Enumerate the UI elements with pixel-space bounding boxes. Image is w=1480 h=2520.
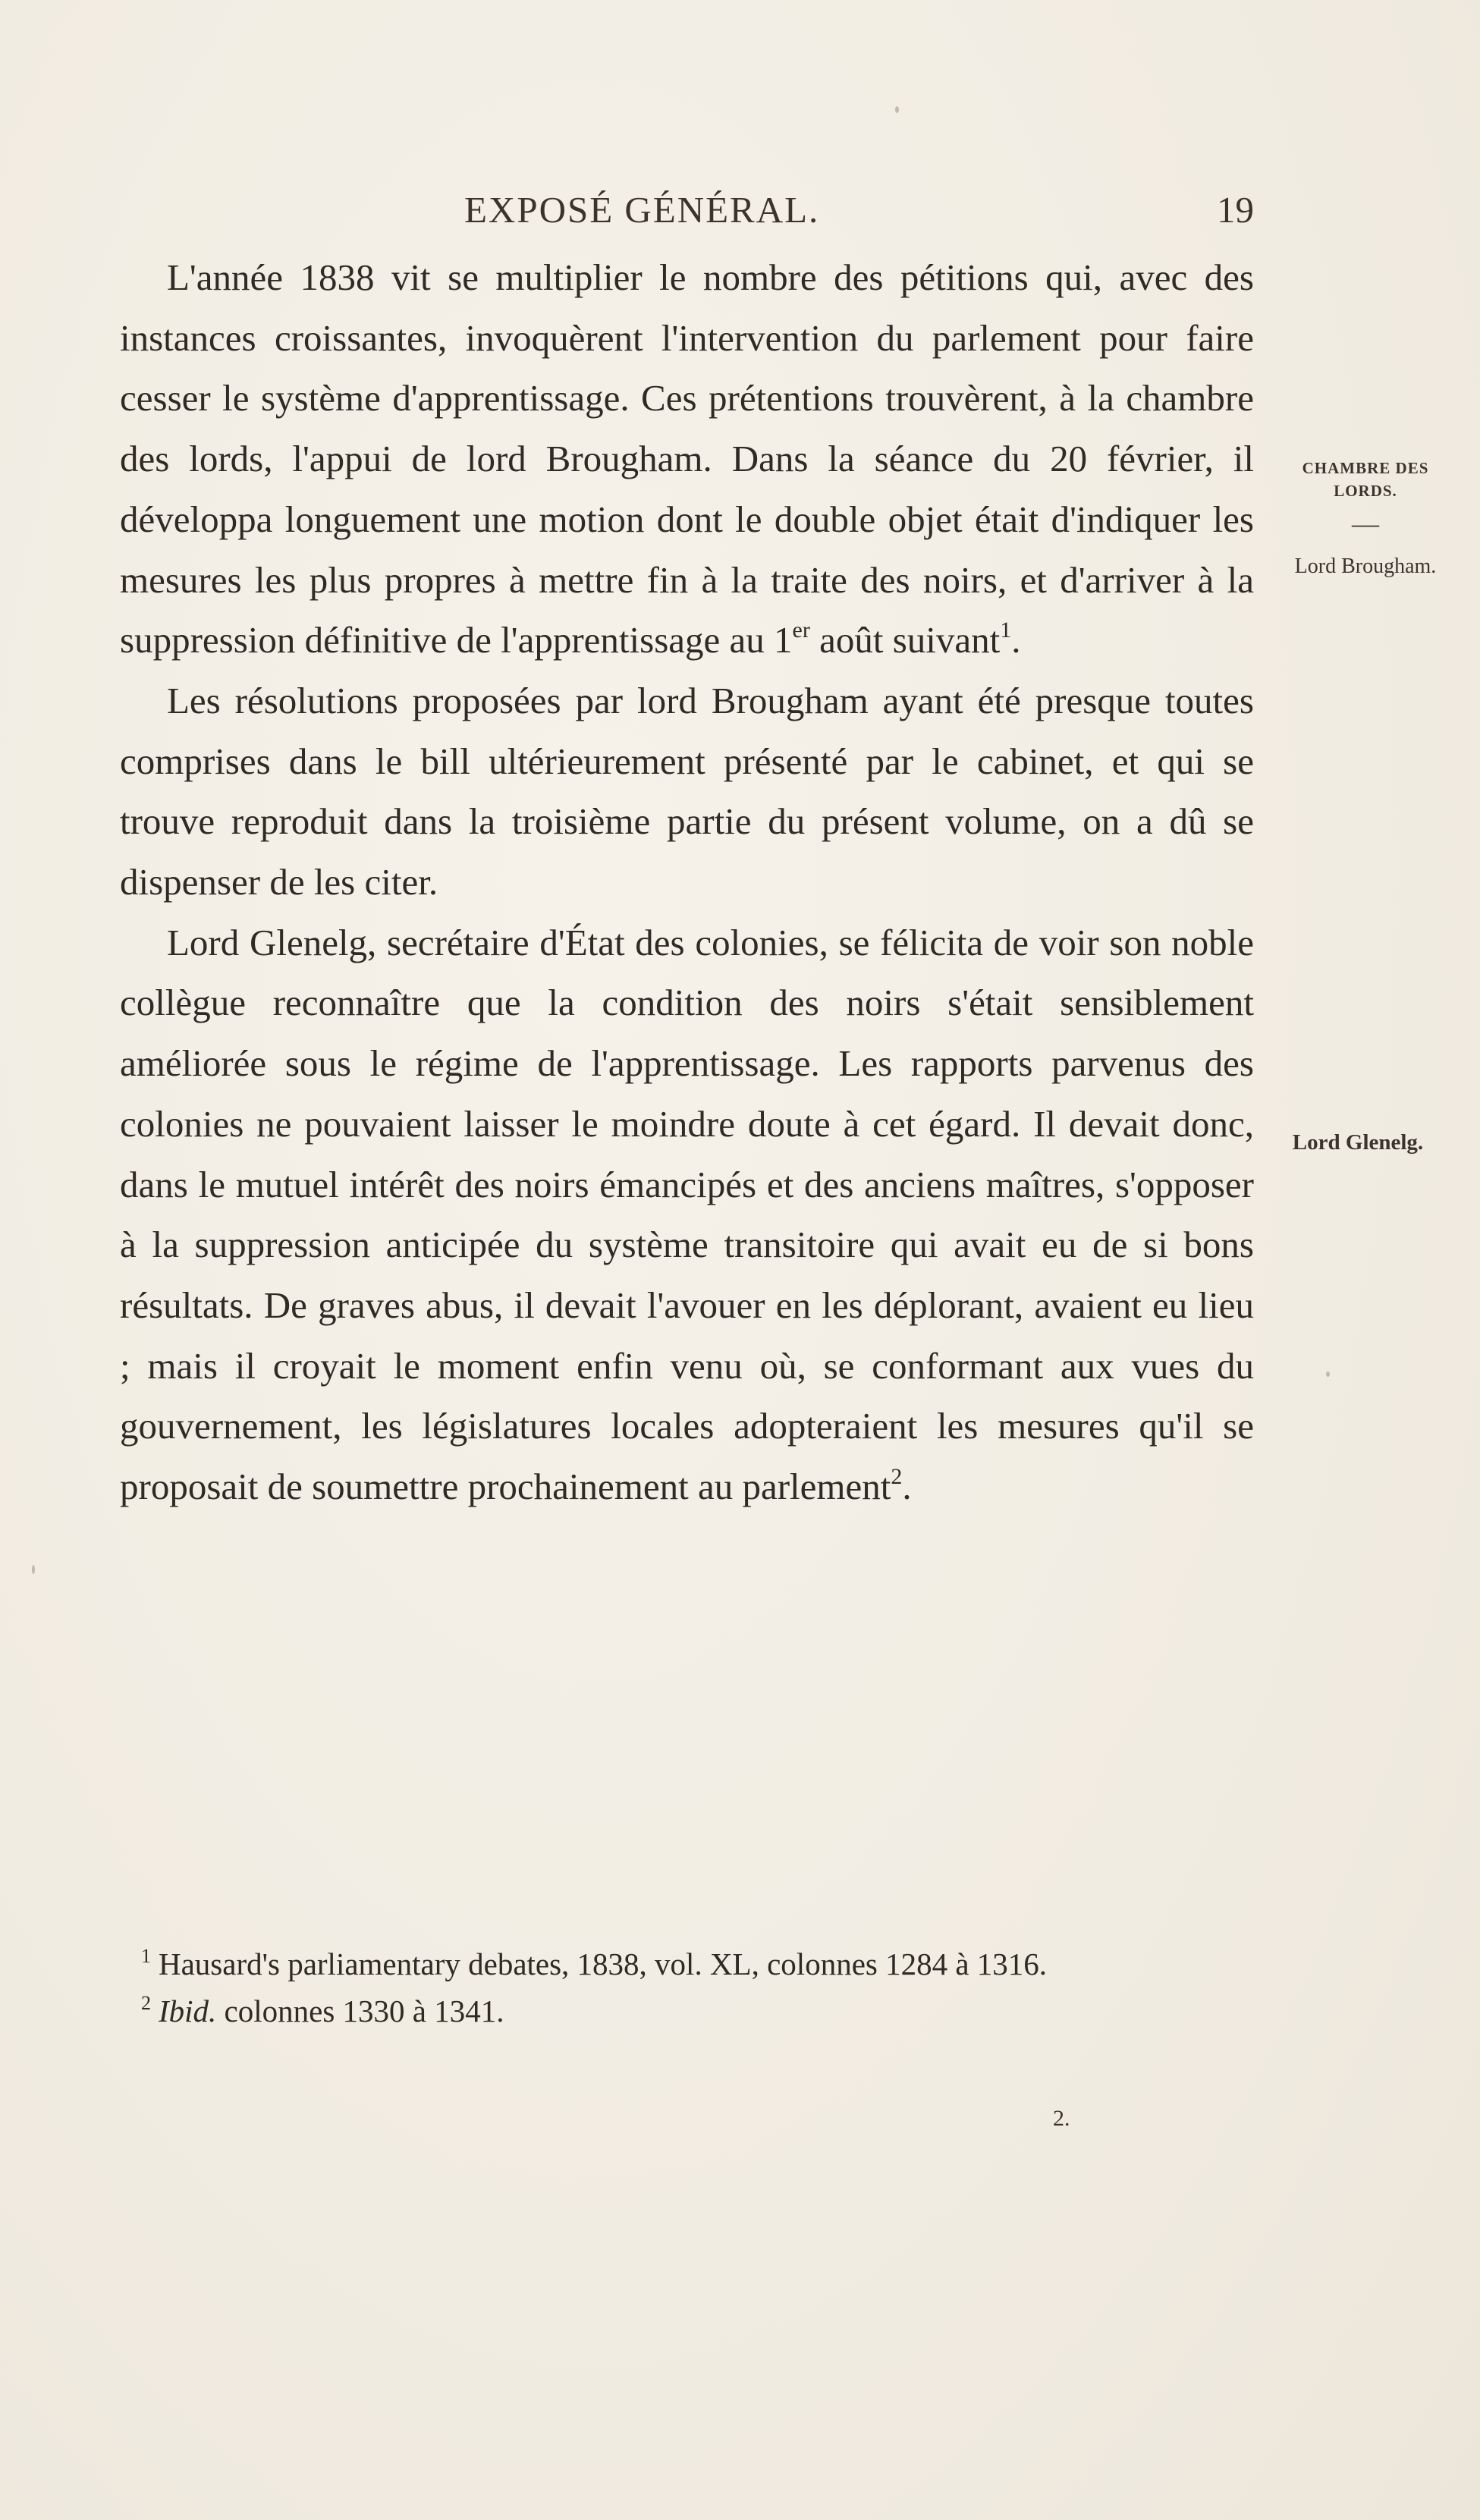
footnote-mark: 1	[141, 1945, 151, 1967]
footnote-ref-1[interactable]: 1	[1000, 617, 1012, 643]
main-text	[120, 247, 1254, 1517]
footnotes	[120, 1940, 1254, 2035]
footnote-text: Hausard's parliamentary debates, 1838, vol. XL, colonnes 1284 à 1316.	[159, 1947, 1048, 1981]
paper-speck	[895, 106, 899, 113]
footnote-text: colonnes 1330 à 1341.	[216, 1994, 504, 2028]
margin-note-dash: —	[1352, 508, 1379, 539]
footnote-2	[120, 1987, 1254, 2035]
paragraph-text: Lord Glenelg, secrétaire d'État des colonies, se félicita de voir son noble collègue reconnaître que la condition des noirs s'était sensiblement améliorée sous le régime de l'apprentissage. Les rapports parvenus des colonies ne pouvaient laisser le moindre doute à cet égard. Il devait donc, dans le mutuel intérêt des noirs émancipés et des anciens maîtres, s'opposer à la suppression anticipée du système transitoire qui avait eu de si bons résultats. De graves abus, il devait l'avouer en les déplorant, avaient eu lieu ; mais il croyait le moment enfin venu où, se conformant aux vues du gouvernement, les législatures locales adopteraient les mesures qu'il se proposait de soumettre prochainement au parlement	[120, 921, 1254, 1508]
footnote-ref-2[interactable]: 2	[891, 1464, 903, 1490]
signature-mark: 2.	[1053, 2106, 1070, 2131]
footnote-mark: 2	[141, 1992, 151, 2014]
paragraph-glenelg	[120, 913, 1254, 1517]
superscript-er: er	[792, 617, 810, 643]
margin-note-brougham: Lord Brougham.	[1294, 555, 1437, 578]
running-title: EXPOSÉ GÉNÉRAL.	[464, 189, 820, 231]
paragraph-tail: août suivant	[809, 619, 1001, 661]
paragraph-end: .	[1011, 619, 1021, 661]
page-header	[120, 188, 1254, 241]
margin-note-chambre: CHAMBRE DES LORDS.	[1302, 459, 1429, 500]
paragraph-end: .	[902, 1466, 912, 1508]
footnote-ibid: Ibid.	[159, 1994, 217, 2028]
paragraph-text: Les résolutions proposées par lord Brougham ayant été presque toutes comprises dans le bill ultérieurement présenté par le cabinet, et qui se trouve reproduit dans la troisième partie du présent volume, on a dû se dispenser de les citer.	[120, 679, 1254, 903]
page-number: 19	[1217, 189, 1254, 231]
margin-note-glenelg: Lord Glenelg.	[1292, 1130, 1424, 1155]
paragraph-resolutions	[120, 671, 1254, 913]
paper-speck	[32, 1565, 35, 1574]
footnote-1	[120, 1940, 1254, 1987]
paragraph-text: L'année 1838 vit se multiplier le nombre des pétitions qui, avec des instances croissantes, invoquèrent l'intervention du parlement pour faire cesser le système d'apprentissage. Ces prétentions trouvèrent, à la chambre des lords, l'appui de lord Brougham. Dans la séance du 20 février, il développa longuement une motion dont le double objet était d'indiquer les mesures les plus propres à mettre fin à la traite des noirs, et d'arriver à la suppression définitive de l'apprentissage au 1	[120, 256, 1254, 661]
paragraph-petitions	[120, 247, 1254, 671]
paper-speck	[1326, 1372, 1330, 1377]
